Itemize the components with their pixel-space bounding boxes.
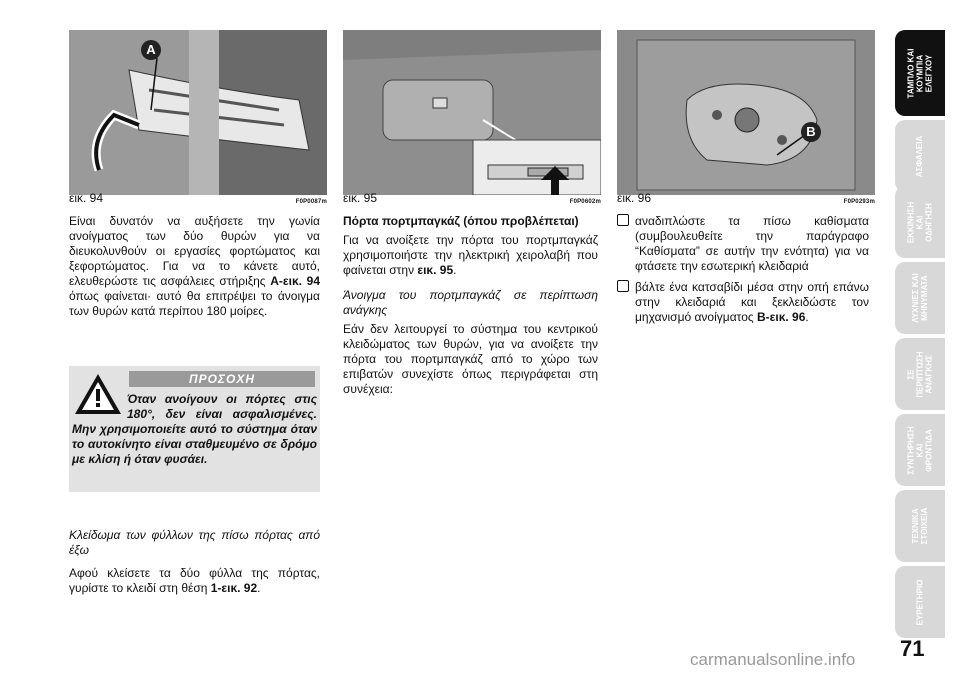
col1-para1-text: Είναι δυνατόν να αυξήσετε την γωνία ανοίγματος των δύο θυρών για να διευκολυνθούν οι εργασίες φορτώματος και ξεφορτώματος. Για να το κάνετε αυτό, ελευθερώστε τις ασφάλειες στήριξης [69, 214, 320, 288]
warning-float-spacer [72, 392, 127, 422]
tab-label: ΕΚΚΙΝΗΣΗ ΚΑΙ ΟΔΗΓΗΣΗ [906, 201, 934, 243]
col3-list-item-1 [617, 214, 869, 274]
tab-emergency[interactable] [895, 338, 945, 410]
col1-para2-tail: . [257, 581, 261, 595]
col1-para1-tail: όπως φαίνεται· αυτό θα επιτρέψει το άνοιγμα των θυρών κατά περίπου 180 μοίρες. [69, 289, 320, 318]
figure-94-caption [69, 191, 327, 205]
figure-94-code: F0P0087m [295, 199, 327, 205]
col1-paragraph-2 [69, 566, 320, 596]
checkbox-bullet-icon [617, 214, 629, 226]
tab-label: ΛΥΧΝΙΕΣ ΚΑΙ ΜΗΝΥΜΑΤΑ [911, 273, 929, 323]
col1-para2-text: Αφού κλείσετε τα δύο φύλλα της πόρτας, γυρίστε το κλειδί στη θέση [69, 566, 320, 595]
column-1-bottom [69, 528, 320, 602]
tab-label: ΣΕ ΠΕΡΙΠΤΩΣΗ ΑΝΑΓΚΗΣ [906, 350, 934, 398]
tab-dashboard-controls[interactable] [895, 30, 945, 116]
col1-para1-ref: A-εικ. 94 [270, 274, 320, 288]
tab-lights-messages[interactable] [895, 262, 945, 334]
watermark: carmanualsonline.info [690, 650, 856, 669]
figure-95-image [343, 30, 601, 195]
col2-para1-tail: . [453, 263, 457, 277]
figure-95-label: εικ. 95 [343, 191, 378, 205]
tab-maintenance-care[interactable] [895, 414, 945, 486]
col2-heading: Πόρτα πορτμπαγκάζ (όπου προβλέπεται) [343, 214, 579, 228]
column-3 [617, 214, 869, 331]
figure-94-marker: A [141, 40, 161, 60]
figure-94-image [69, 30, 327, 195]
tab-label: ΣΥΝΤΗΡΗΣΗ ΚΑΙ ΦΡΟΝΤΙΔΑ [906, 425, 934, 475]
column-2 [343, 214, 598, 403]
col2-para1-text: Για να ανοίξετε την πόρτα του πορτμπαγκάζ χρησιμοποιήστε την ηλεκτρική χειρολαβή που φαίνεται στην [343, 233, 598, 277]
figure-96-label: εικ. 96 [617, 191, 652, 205]
col1-paragraph-1 [69, 214, 320, 319]
col3-item2-text [635, 280, 869, 325]
tab-label: ΤΕΧΝΙΚΑ ΣΤΟΙΧΕΙΑ [911, 507, 929, 545]
tab-index[interactable] [895, 566, 945, 638]
col2-paragraph-2: Εάν δεν λειτουργεί το σύστημα του κεντρικού κλειδώματος των θυρών, για να ανοίξετε την πόρτα του πορτμπαγκάζ από το χώρο των επιβατών συνεχίστε όπως περιγράφεται στη συνέχεια: [343, 322, 598, 396]
figure-95-code: F0P0602m [569, 199, 601, 205]
col2-para1-ref: εικ. 95 [417, 263, 454, 277]
tab-label: ΕΥΡΕΤΗΡΙΟ [915, 579, 925, 625]
tab-starting-driving[interactable] [895, 186, 945, 258]
col3-item2-main: βάλτε ένα κατσαβίδι μέσα στην οπή επάνω στην κλειδαριά και ξεκλειδώστε τον μηχανισμό ανοίγματος [635, 280, 869, 324]
tab-label: ΤΑΜΠΛΟ ΚΑΙ ΚΟΥΜΠΙΑ ΕΛΕΓΧΟΥ [906, 48, 934, 98]
col3-list-item-2 [617, 280, 869, 325]
tab-technical-data[interactable] [895, 490, 945, 562]
figure-94-label: εικ. 94 [69, 191, 104, 205]
col2-paragraph-1 [343, 233, 598, 278]
col3-item2-ref: B-εικ. 96 [757, 310, 806, 324]
figure-95-illustration [343, 30, 601, 195]
figure-96-marker: B [801, 122, 821, 142]
col1-heading: Κλείδωμα των φύλλων της πίσω πόρτας από έξω [69, 528, 320, 557]
figure-96-code: F0P0293m [843, 199, 875, 205]
col3-item2-tail: . [805, 310, 809, 324]
col1-para2-ref: 1-εικ. 92 [210, 581, 258, 595]
warning-text: Όταν ανοίγουν οι πόρτες στις 180°, δεν είναι ασφαλισμένες. Μην χρησιμοποιείτε αυτό το σύστημα όταν το αυτοκίνητο είναι σταθμευμένο σε δρόμο με κλίση ή όταν φυσάει. [72, 392, 317, 466]
figure-96-illustration [617, 30, 875, 195]
page-number: 71 [900, 636, 925, 661]
figure-95-caption [343, 191, 601, 205]
figure-96-image [617, 30, 875, 195]
col3-item1-text: αναδιπλώστε τα πίσω καθίσματα (συμβουλευθείτε την παράγραφο “Καθίσματα” σε αυτήν την ενότητα) για να φτάσετε την εσωτερική κλειδαριά [635, 214, 869, 273]
warning-title: ΠΡΟΣΟΧΗ [129, 371, 315, 387]
col2-subheading: Άνοιγμα του πορτμπαγκάζ σε περίπτωση ανάγκης [343, 288, 598, 317]
checkbox-bullet-icon [617, 280, 629, 292]
figure-96-caption [617, 191, 875, 205]
figure-94-illustration [69, 30, 327, 195]
column-1-top [69, 214, 320, 325]
tab-label: ΑΣΦΑΛΕΙΑ [915, 135, 925, 177]
warning-box [69, 366, 320, 492]
tab-safety[interactable] [895, 120, 945, 192]
warning-text-wrap [72, 392, 317, 488]
